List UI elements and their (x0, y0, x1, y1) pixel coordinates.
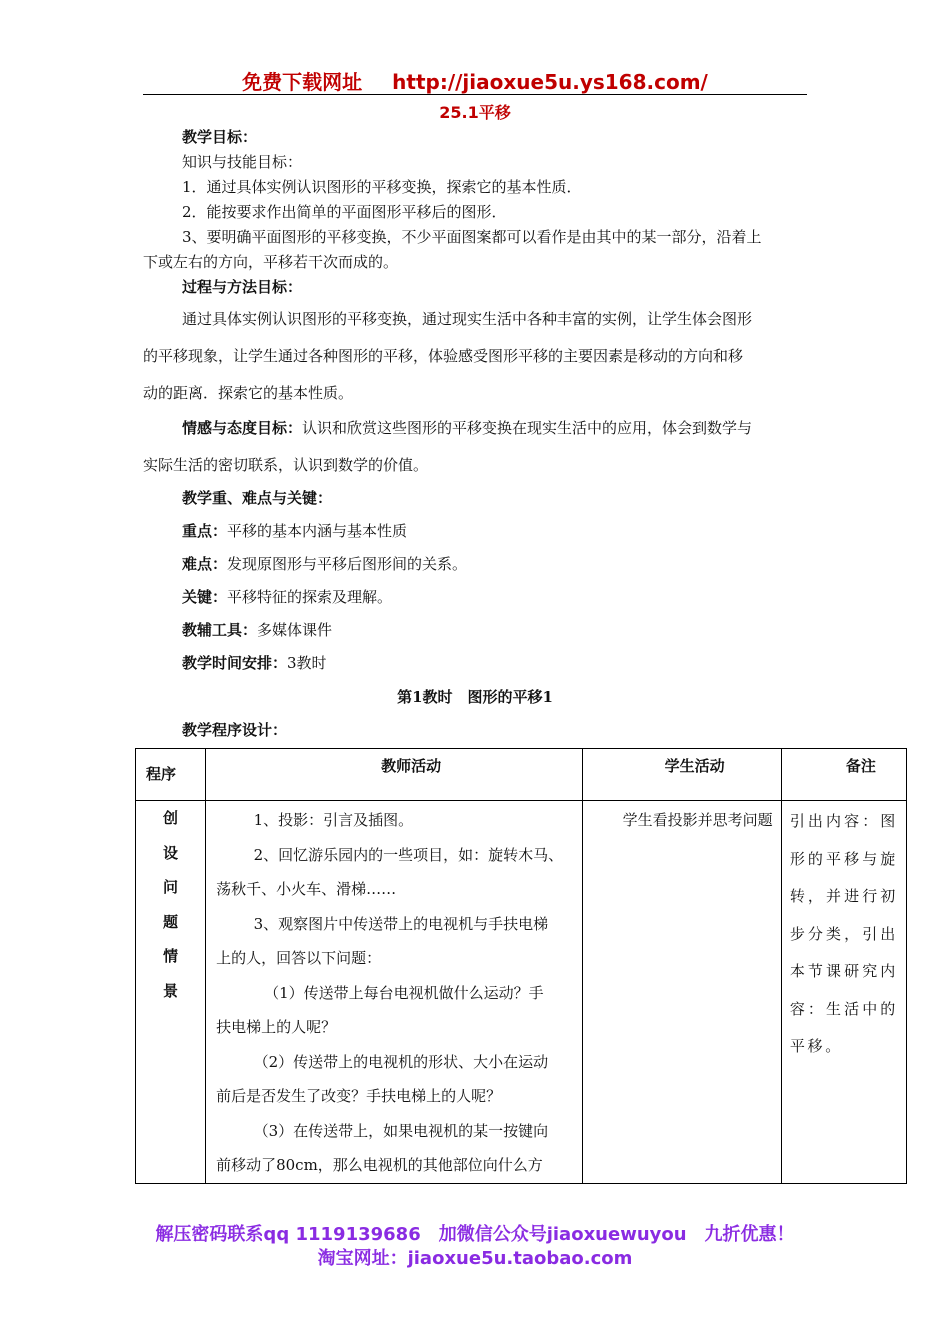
tools-text: 多媒体课件 (257, 621, 333, 639)
emotion-text-b: 实际生活的密切联系，认识到数学的价值。 (143, 456, 429, 474)
emotion-heading: 情感与态度目标： (182, 419, 303, 437)
header-site-label: 免费下载网址 (242, 70, 363, 94)
emotion-line-a (182, 418, 752, 438)
student-activity-cell: 学生看投影并思考问题 (582, 801, 781, 1184)
footer-shop-url[interactable]: 淘宝网址：jiaoxue5u.taobao.com (317, 1248, 633, 1269)
process-text-c: 动的距离．探索它的基本性质。 (143, 384, 354, 402)
knowledge-item-3a: 3、要明确平面图形的平移变换，不少平面图案都可以看作是由其中的某一部分，沿着上 (182, 228, 762, 246)
key-line (182, 587, 392, 607)
header-site-url[interactable]: http://jiaoxue5u.ys168.com/ (392, 70, 708, 94)
focus-line (182, 521, 407, 541)
knowledge-item-3b: 下或左右的方向，平移若干次而成的。 (143, 253, 399, 271)
table-row (136, 801, 907, 1184)
time-text: 3教时 (287, 654, 327, 672)
objectives-heading: 教学目标： (182, 128, 258, 146)
header-cell-teacher: 教师活动 (206, 749, 582, 801)
knowledge-heading: 知识与技能目标： (182, 153, 303, 171)
header-cell-note: 备注 (781, 749, 906, 801)
process-text-a: 通过具体实例认识图形的平移变换，通过现实生活中各种丰富的实例，让学生体会图形 (182, 310, 753, 328)
difficulty-line (182, 554, 467, 574)
teacher-line: （3）在传送带上，如果电视机的某一按键向 (253, 1121, 549, 1140)
focus-text: 平移的基本内涵与基本性质 (227, 522, 408, 540)
process-text-b: 的平移现象，让学生通过各种图形的平移，体验感受图形平移的主要因素是移动的方向和移 (143, 347, 744, 365)
teacher-line: 上的人，回答以下问题： (216, 949, 382, 967)
difficulty-label: 难点： (182, 555, 228, 573)
stage-char: 问 (163, 878, 179, 896)
teacher-line: （1）传送带上每台电视机做什么运动？手 (264, 983, 544, 1002)
time-label: 教学时间安排： (182, 654, 288, 672)
focus-label: 重点： (182, 522, 228, 540)
key-label: 关键： (182, 588, 228, 606)
header-rule (143, 94, 807, 95)
table-header-row (136, 749, 907, 801)
teacher-line: （2）传送带上的电视机的形状、大小在运动 (253, 1052, 549, 1071)
program-heading: 教学程序设计： (182, 721, 288, 739)
stage-char: 情 (163, 947, 179, 965)
teacher-line: 2、回忆游乐园内的一些项目，如：旋转木马、 (253, 845, 564, 864)
page-title: 25.1平移 (439, 103, 511, 122)
stage-char: 题 (163, 912, 179, 931)
teacher-line: 前移动了80cm，那么电视机的其他部位向什么方 (216, 1156, 543, 1174)
key-text: 平移特征的探索及理解。 (227, 588, 393, 606)
tools-label: 教辅工具： (182, 621, 258, 639)
note-cell: 引出内容：图形的平移与旋转，并进行初步分类，引出本节课研究内容：生活中的平移。 (781, 801, 906, 1184)
tools-line (182, 620, 332, 640)
time-line (182, 653, 327, 673)
header-cell-program: 程序 (136, 749, 206, 801)
teacher-line: 1、投影：引言及插图。 (253, 811, 414, 829)
knowledge-item-1: 1．通过具体实例认识图形的平移变换，探索它的基本性质． (182, 178, 582, 196)
teacher-line: 前后是否发生了改变？手扶电梯上的人呢？ (216, 1087, 502, 1105)
page-header (0, 66, 950, 95)
stage-char: 设 (163, 843, 179, 862)
knowledge-item-2: 2．能按要求作出简单的平面图形平移后的图形． (182, 203, 507, 221)
footer-contact: 解压密码联系qq 1119139686 加微信公众号jiaoxuewuyou 九折优惠！ (155, 1224, 795, 1245)
teacher-line: 3、观察图片中传送带上的电视机与手扶电梯 (253, 914, 549, 933)
header-cell-student: 学生活动 (582, 749, 781, 801)
teacher-line: 扶电梯上的人呢？ (216, 1018, 337, 1036)
emotion-text-a: 认识和欣赏这些图形的平移变换在现实生活中的应用，体会到数学与 (302, 419, 753, 437)
teacher-activity-cell (206, 801, 582, 1184)
difficulty-text: 发现原图形与平移后图形间的关系。 (227, 555, 468, 573)
program-table (135, 748, 907, 1184)
teacher-line: 荡秋千、小火车、滑梯…… (216, 880, 397, 898)
stage-char: 创 (163, 809, 179, 827)
keypoints-heading: 教学重、难点与关键： (182, 489, 333, 507)
stage-cell (136, 801, 206, 1184)
stage-char: 景 (163, 981, 179, 1000)
lesson-title: 第1教时 图形的平移1 (397, 688, 553, 706)
process-heading: 过程与方法目标： (182, 278, 303, 296)
